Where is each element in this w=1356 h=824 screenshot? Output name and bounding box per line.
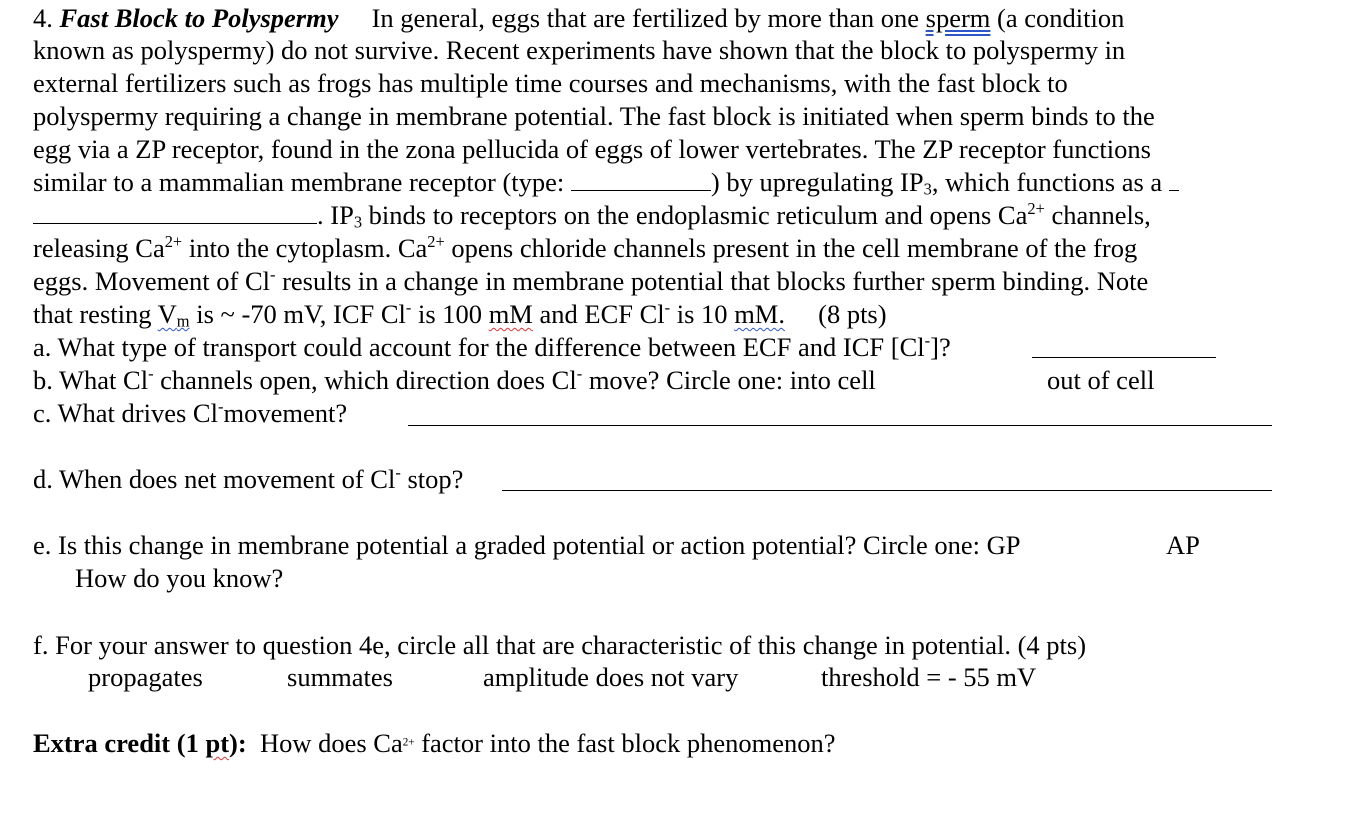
question-line-4: polyspermy requiring a change in membrane potential. The fast block is initiated when sperm binds to the xyxy=(33,101,1155,131)
question-line-5: egg via a ZP receptor, found in the zona pellucida of eggs of lower vertebrates. The ZP receptor functions xyxy=(33,134,1151,164)
part-a-answer-blank[interactable] xyxy=(1032,357,1216,358)
part-d: d. When does net movement of Cl- stop? xyxy=(33,463,464,494)
part-c: c. What drives Cl-movement? xyxy=(33,397,348,428)
spell-flag-mm-1: mM xyxy=(488,299,533,329)
part-e: e. Is this change in membrane potential a graded potential or action potential? Circle one: GP xyxy=(33,530,1021,560)
part-c-answer-blank[interactable] xyxy=(408,425,1272,426)
part-a: a. What type of transport could account for the difference between ECF and ICF [Cl-]? xyxy=(33,331,951,362)
spell-flag-pt: pt xyxy=(205,728,230,758)
spell-flag-mm-2: mM. xyxy=(734,299,785,329)
option-summates[interactable]: summates xyxy=(287,662,393,692)
question-line-9: eggs. Movement of Cl- results in a change in membrane potential that blocks further sperm binding. Note xyxy=(33,265,1149,296)
part-d-answer-blank[interactable] xyxy=(502,490,1272,491)
extra-credit: Extra credit (1 pt): How does $Ca^{2+}$ factor into the fast block phenomenon? xyxy=(33,728,836,758)
question-line-10: that resting $V_m$ is ~ -70 mV, ICF Cl- is 100 mM and ECF Cl- is 10 mM. (8 pts) xyxy=(33,298,887,331)
question-line-3: external fertilizers such as frogs has multiple time courses and mechanisms, with the fast block to xyxy=(33,68,1068,98)
question-line-8: releasing $Ca^{2+}$ into the cytoplasm. $Ca^{2+}$ opens chloride channels present in the cell membrane of the frog xyxy=(33,232,1138,263)
option-ap[interactable]: AP xyxy=(1166,530,1200,560)
part-e-followup: How do you know? xyxy=(75,563,284,593)
spell-flag-vm: $V_m$ xyxy=(157,299,190,331)
part-b: b. What Cl- channels open, which direction does Cl- move? Circle one: into cell xyxy=(33,364,876,395)
option-amplitude[interactable]: amplitude does not vary xyxy=(483,662,739,692)
question-line-2: known as polyspermy) do not survive. Recent experiments have shown that the block to polyspermy in xyxy=(33,35,1126,65)
option-threshold[interactable]: threshold = - 55 mV xyxy=(821,662,1037,692)
option-out-of-cell[interactable]: out of cell xyxy=(1047,365,1155,395)
ip3-function-blank[interactable] xyxy=(33,222,317,224)
question-line-1: 4. Fast Block to Polyspermy In general, eggs that are fertilized by more than one sperm (a condition xyxy=(33,3,1125,33)
part-f: f. For your answer to question 4e, circle all that are characteristic of this change in potential. (4 pts) xyxy=(33,630,1087,660)
question-line-7: . $IP_3$ binds to receptors on the endoplasmic reticulum and opens $Ca^{2+}$ channels, xyxy=(33,199,1151,231)
spell-flag-sperm: sperm xyxy=(925,3,991,33)
extra-credit-label: Extra credit (1 pt): xyxy=(33,728,247,758)
question-title: Fast Block to Polyspermy xyxy=(59,3,339,33)
question-line-6: similar to a mammalian membrane receptor (type: ) by upregulating $IP_3$, which functions as a xyxy=(33,166,1179,198)
question-number: 4. xyxy=(33,3,53,33)
points-label: (8 pts) xyxy=(818,299,887,329)
receptor-type-blank[interactable] xyxy=(571,189,711,191)
option-propagates[interactable]: propagates xyxy=(88,662,203,692)
